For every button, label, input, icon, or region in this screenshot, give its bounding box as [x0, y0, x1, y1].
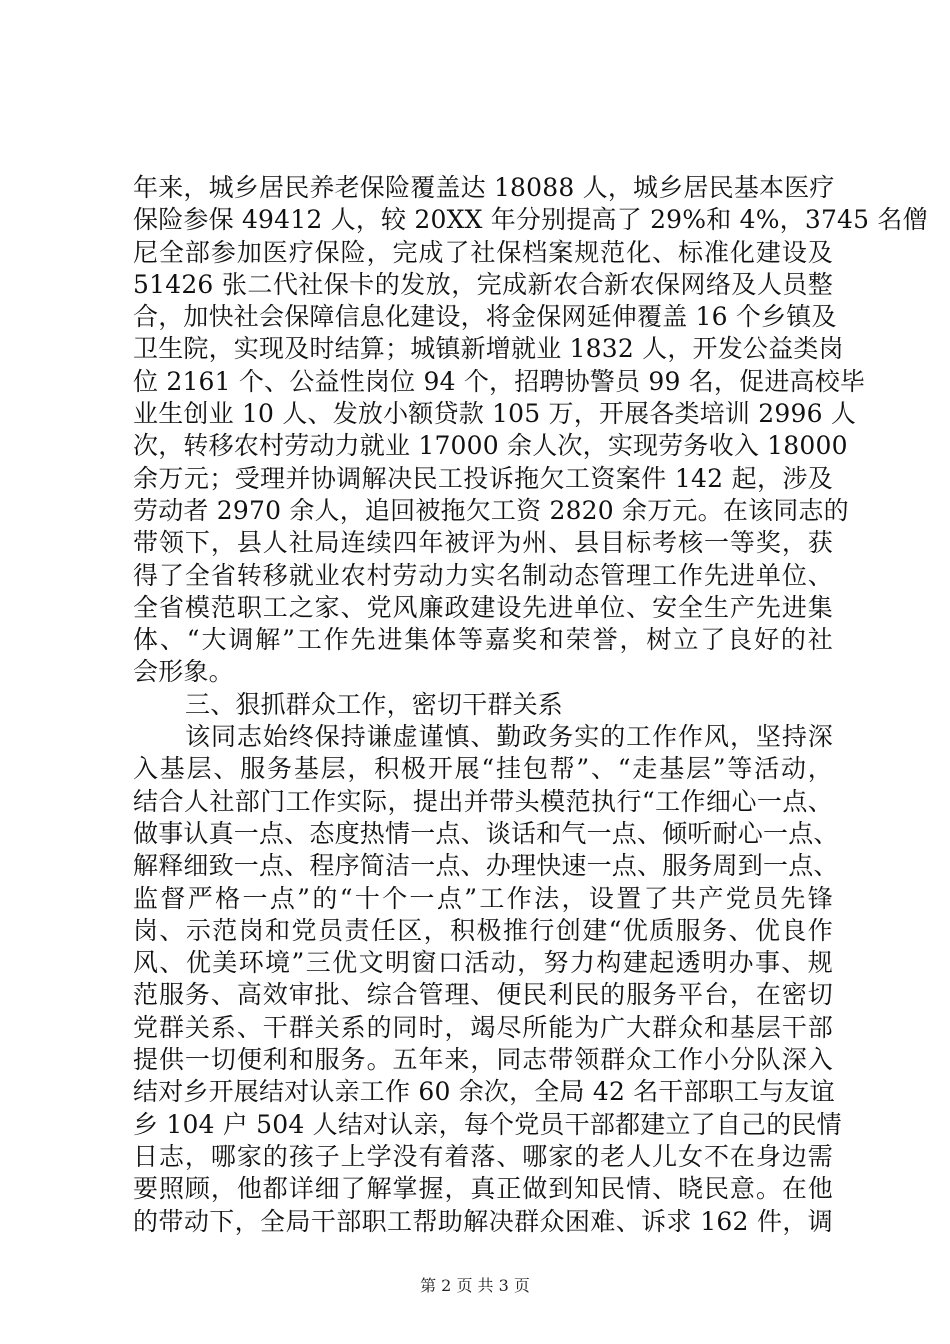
- text-line: 风、优美环境”三优文明窗口活动，努力构建起透明办事、规: [133, 948, 833, 978]
- text-line: 51426 张二代社保卡的发放，完成新农合新农保网络及人员整: [133, 269, 833, 299]
- text-line: 该同志始终保持谦虚谨慎、勤政务实的工作作风，坚持深: [185, 722, 833, 752]
- text-line: 得了全省转移就业农村劳动力实名制动态管理工作先进单位、: [133, 560, 833, 590]
- section-heading: 三、狠抓群众工作，密切干群关系: [185, 689, 564, 719]
- text-line: 范服务、高效审批、综合管理、便民利民的服务平台，在密切: [133, 980, 833, 1010]
- text-line: 乡 104 户 504 人结对认亲，每个党员干部都建立了自己的民情: [133, 1109, 842, 1139]
- text-line: 的带动下，全局干部职工帮助解决群众困难、诉求 162 件，调: [133, 1206, 833, 1236]
- text-line: 要照顾，他都详细了解掌握，真正做到知民情、晓民意。在他: [133, 1174, 833, 1204]
- text-line: 全省模范职工之家、党风廉政建设先进单位、安全生产先进集: [133, 592, 833, 622]
- page-footer: 第 2 页 共 3 页: [420, 1276, 530, 1295]
- text-line: 结合人社部门工作实际，提出并带头模范执行“工作细心一点、: [133, 786, 833, 816]
- text-line: 岗、示范岗和党员责任区，积极推行创建“优质服务、优良作: [133, 915, 833, 945]
- text-line: 结对乡开展结对认亲工作 60 余次，全局 42 名干部职工与友谊: [133, 1077, 835, 1107]
- text-line: 日志，哪家的孩子上学没有着落、哪家的老人儿女不在身边需: [133, 1141, 833, 1171]
- text-line: 入基层、服务基层，积极开展“挂包帮”、“走基层”等活动，: [133, 754, 833, 784]
- text-line: 体、“大调解”工作先进集体等嘉奖和荣誉，树立了良好的社: [133, 625, 833, 655]
- text-line: 党群关系、干群关系的同时，竭尽所能为广大群众和基层干部: [133, 1012, 833, 1042]
- text-line: 带领下，县人社局连续四年被评为州、县目标考核一等奖，获: [133, 528, 833, 558]
- text-line: 卫生院，实现及时结算；城镇新增就业 1832 人，开发公益类岗: [133, 334, 844, 364]
- text-line: 劳动者 2970 余人，追回被拖欠工资 2820 余万元。在该同志的: [133, 495, 849, 525]
- text-line: 余万元；受理并协调解决民工投诉拖欠工资案件 142 起，涉及: [133, 463, 833, 493]
- text-line: 会形象。: [133, 657, 234, 687]
- text-line: 监督严格一点”的“十个一点”工作法，设置了共产党员先锋: [133, 883, 833, 913]
- text-line: 保险参保 49412 人，较 20XX 年分别提高了 29%和 4%，3745 名僧: [133, 205, 928, 235]
- text-line: 业生创业 10 人、发放小额贷款 105 万，开展各类培训 2996 人: [133, 399, 857, 429]
- text-line: 次，转移农村劳动力就业 17000 余人次，实现劳务收入 18000: [133, 431, 848, 461]
- document-body: [133, 172, 928, 1238]
- text-line: 提供一切便利和服务。五年来，同志带领群众工作小分队深入: [133, 1045, 833, 1075]
- text-line: 位 2161 个、公益性岗位 94 个，招聘协警员 99 名，促进高校毕: [133, 366, 866, 396]
- text-line: 做事认真一点、态度热情一点、谈话和气一点、倾听耐心一点、: [133, 818, 839, 848]
- text-line: 合，加快社会保障信息化建设，将金保网延伸覆盖 16 个乡镇及: [133, 302, 837, 332]
- text-line: 解释细致一点、程序简洁一点、办理快速一点、服务周到一点、: [133, 851, 839, 881]
- text-line: 年来，城乡居民养老保险覆盖达 18088 人，城乡居民基本医疗: [133, 173, 835, 202]
- text-line: 尼全部参加医疗保险，完成了社保档案规范化、标准化建设及: [133, 237, 833, 267]
